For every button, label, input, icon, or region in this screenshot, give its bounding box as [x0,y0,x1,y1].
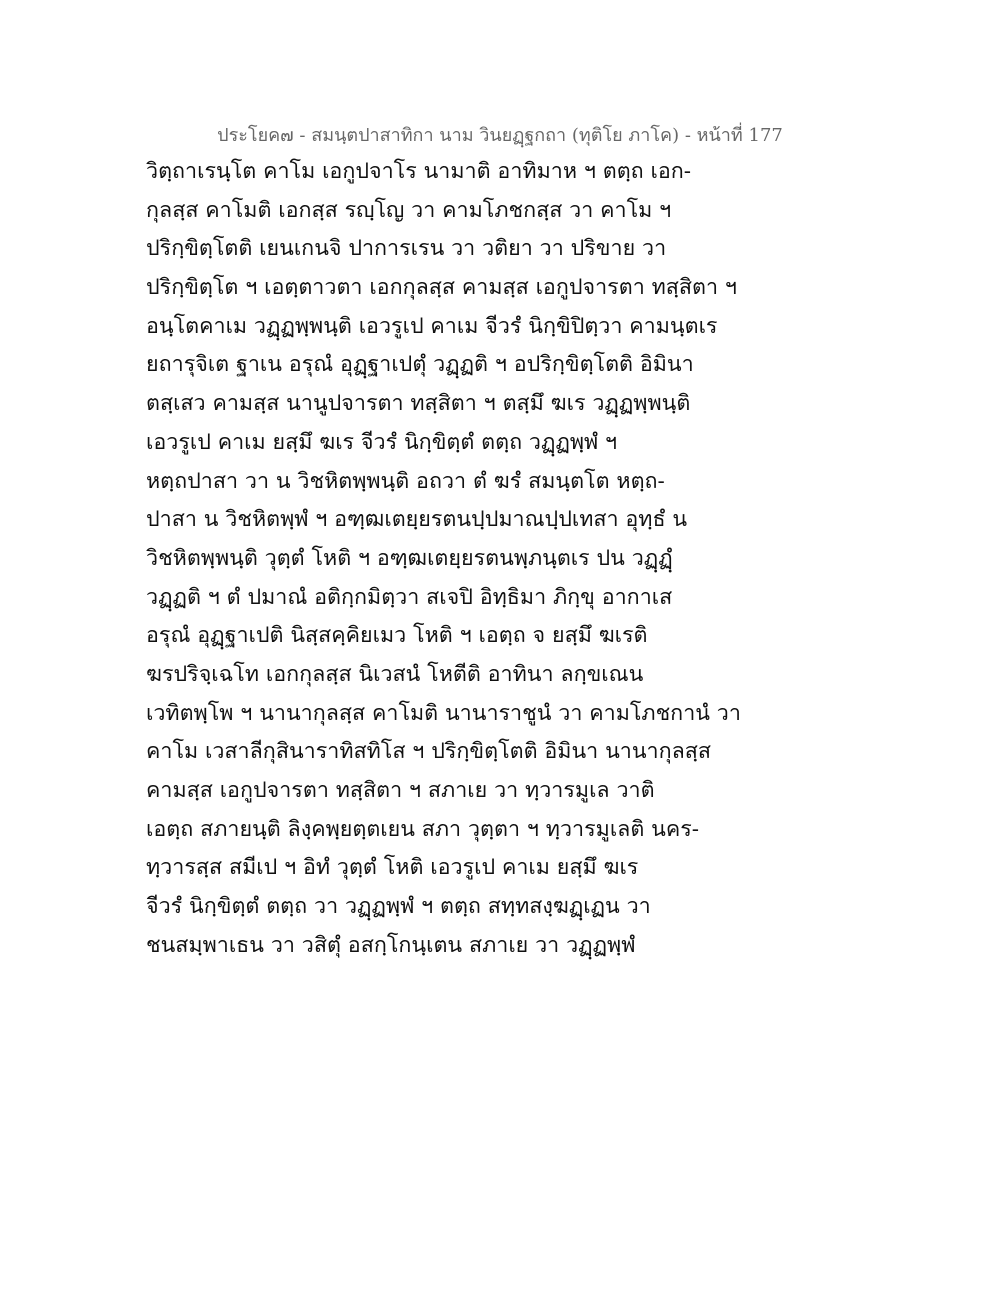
body-text [146,153,741,965]
text-line: เวทิตพฺโพ ฯ นานากุลสฺส คาโมติ นานาราชูนํ วา คามโภชกานํ วา [146,700,741,726]
text-line: จีวรํ นิกฺขิตฺตํ ตตฺถ วา วฏฺฏพฺพํ ฯ ตตฺถ สทฺทสงฺฆฏฺเฏน วา [146,894,651,920]
text-line: คาโม เวสาลีกุสินาราทิสทิโส ฯ ปริกฺขิตฺโตติ อิมินา นานากุลสฺส [146,739,712,765]
text-line: เอวรูเป คาเม ยสฺมึ ฆเร จีวรํ นิกฺขิตฺตํ ตตฺถ วฏฺฏพฺพํ ฯ [146,429,618,455]
text-line: อนฺโตคาเม วฏฺฏพฺพนฺติ เอวรูเป คาเม จีวรํ นิกฺขิปิตฺวา คามนฺตเร [146,313,718,339]
text-line: ชนสมฺพาเธน วา วสิตุํ อสกฺโกนฺเตน สภาเย วา วฏฺฏพฺพํ [146,932,636,958]
text-line: กุลสฺส คาโมติ เอกสฺส รญฺโญ วา คามโภชกสฺส วา คาโม ฯ [146,197,672,223]
text-line: ทฺวารสฺส สมีเป ฯ อิทํ วุตฺตํ โหติ เอวรูเป คาเม ยสฺมึ ฆเร [146,855,639,881]
text-line: ปาสา น วิชหิตพฺพํ ฯ อฑฺฒเตยฺยรตนปฺปมาณปฺปเทสา อุทฺธํ น [146,507,688,533]
text-line: ยถารุจิเต ฐาเน อรุณํ อุฏฺฐาเปตุํ วฏฺฏติ ฯ อปริกฺขิตฺโตติ อิมินา [146,352,694,378]
text-line: วฏฺฏติ ฯ ตํ ปมาณํ อติกฺกมิตฺวา สเจปิ อิทฺธิมา ภิกฺขุ อากาเส [146,584,673,610]
text-line: ตสฺเสว คามสฺส นานูปจารตา ทสฺสิตา ฯ ตสฺมึ ฆเร วฏฺฏพฺพนฺติ [146,391,691,417]
text-line: เอตฺถ สภายนฺติ ลิงฺคพฺยตฺตเยน สภา วุตฺตา ฯ ทฺวารมูเลติ นคร- [146,816,700,842]
text-line: ฆรปริจฺเฉโท เอกกุลสฺส นิเวสนํ โหตีติ อาทินา ลกฺขเณน [146,661,644,687]
text-line: ปริกฺขิตฺโต ฯ เอตฺตาวตา เอกกุลสฺส คามสฺส เอกูปจารตา ทสฺสิตา ฯ [146,275,737,301]
text-line: คามสฺส เอกูปจารตา ทสฺสิตา ฯ สภาเย วา ทฺวารมูเล วาติ [146,778,655,803]
page-running-header: ประโยค๗ - สมนฺตปาสาทิกา นาม วินยฏฺฐกถา (ทุติโย ภาโค) - หน้าที่ 177 [217,125,783,146]
text-line: ปริกฺขิตฺโตติ เยนเกนจิ ปาการเรน วา วติยา วา ปริขาย วา [146,236,667,262]
text-line: วิตฺถาเรนฺโต คาโม เอกูปจาโร นามาติ อาทิมาห ฯ ตตฺถ เอก- [146,159,692,184]
text-line: อรุณํ อุฏฺฐาเปติ นิสฺสคฺคิยเมว โหติ ฯ เอตฺถ จ ยสฺมึ ฆเรติ [146,623,648,649]
text-line: หตฺถปาสา วา น วิชหิตพฺพนฺติ อถวา ตํ ฆรํ สมนฺตโต หตฺถ- [146,468,665,494]
text-line: วิชหิตพฺพนฺติ วุตฺตํ โหติ ฯ อฑฺฒเตยฺยรตนพฺภนฺตเร ปน วฏฺฏฺํ [146,545,673,571]
